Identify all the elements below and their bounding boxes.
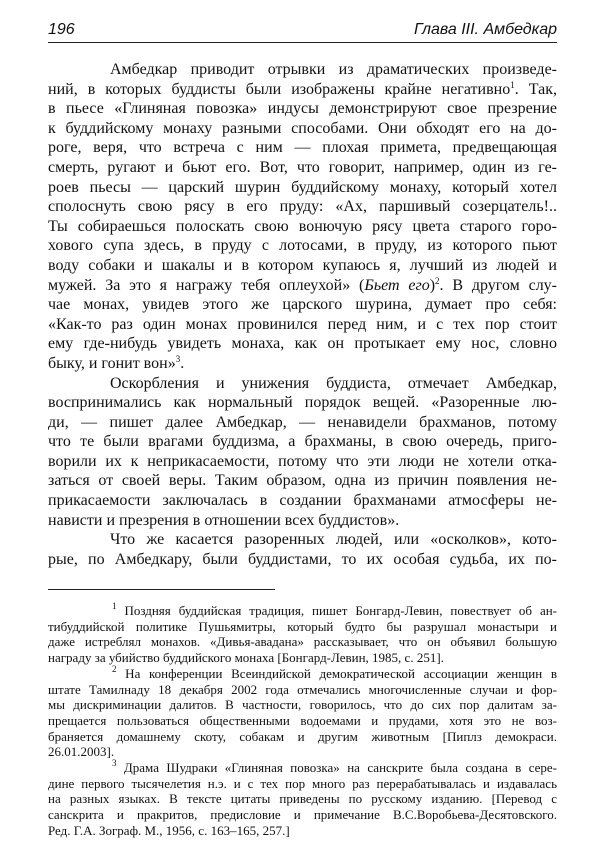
text-run: смерть, ругают и бьют его. Вот, что говорит, например, один из ге- bbox=[48, 158, 557, 176]
text-run: прещается пользоваться общественными водоемами и прудами, хотя это не воз- bbox=[48, 712, 557, 728]
text-run: ему где-нибудь увидеть монаха, как он протыкает ему нос, словно bbox=[48, 335, 557, 353]
text-run: Поздняя буддийская традиция, пишет Бонгард-Левин, повествует об ан- bbox=[116, 603, 557, 618]
text-line bbox=[48, 256, 557, 276]
text-run: ди, — пишет далее Амбедкар, — ненавидели брахманов, потому bbox=[48, 413, 557, 431]
text-run: хового супа здесь, в пруду с лотосами, в пруду, из которого пьют bbox=[48, 237, 557, 255]
text-run: ний, в которых буддисты были изображены крайне негативно bbox=[48, 80, 511, 98]
text-run: «Как-то раз один монах провинился перед ним, и с тех пор стоит bbox=[48, 315, 557, 333]
footnote-line bbox=[48, 603, 557, 619]
text-run: Ты собираешься полоскать свою вонючую рясу цвета старого горо- bbox=[48, 217, 557, 235]
text-run: рые, по Амбедкару, были буддистами, то их особая судьба, их по- bbox=[48, 550, 557, 568]
text-run: воспринимались как нормальный порядок вещей. «Разоренные лю- bbox=[48, 394, 557, 412]
text-run: браняется домашнему скоту, собакам и другим животным [Пиплз демокраси. bbox=[48, 728, 557, 744]
footnote-marker: 3 bbox=[175, 353, 181, 364]
footnote-line bbox=[48, 776, 557, 792]
text-run: сполоснуть свою рясу в его пруду: «Ах, паршивый созерцатель!.. bbox=[48, 198, 557, 216]
text-line bbox=[48, 452, 557, 472]
running-header bbox=[48, 18, 557, 43]
footnote-line bbox=[48, 682, 557, 698]
text-run: Ред. Г.А. Зограф. М., 1956, с. 163–165, 257.] bbox=[48, 822, 290, 838]
text-run: роге, веря, что встреча с ним — плохая примета, предвещающая bbox=[48, 139, 557, 157]
text-run: нависти и презрения в отношении всех буддистов». bbox=[48, 511, 400, 529]
text-line bbox=[48, 99, 557, 119]
text-run: Что же касается разоренных людей, или «осколков», кото- bbox=[110, 531, 557, 549]
text-line bbox=[48, 178, 557, 198]
text-run: . bbox=[180, 354, 185, 372]
page-number: 196 bbox=[48, 21, 75, 38]
text-run: чае монах, увидев этого же царского шурина, думает про себя: bbox=[48, 296, 557, 314]
text-run: мужей. За это я награжу тебя оплеухой» ( bbox=[48, 276, 365, 294]
text-run: Амбедкар приводит отрывки из драматических произведе- bbox=[110, 61, 557, 78]
footnote-marker: 2 bbox=[112, 663, 117, 674]
text-run: Драма Шудраки «Глиняная повозка» на санскрите была создана в сере- bbox=[116, 760, 557, 776]
footnote-marker: 2 bbox=[435, 275, 440, 286]
footnote-line bbox=[48, 744, 557, 760]
text-line bbox=[48, 276, 557, 296]
text-line bbox=[48, 197, 557, 217]
text-run: санскрита и пракритов, предисловие и примечание В.С.Воробьева-Десятовского. bbox=[48, 807, 557, 823]
text-run: что те были врагами буддизма, а брахманы, в свою очередь, приго- bbox=[48, 433, 557, 451]
footnote-line bbox=[48, 807, 557, 823]
text-line bbox=[48, 530, 557, 550]
text-run: Оскорбления и унижения буддиста, отмечает Амбедкар, bbox=[110, 374, 557, 392]
footnote-marker: 3 bbox=[112, 758, 117, 769]
text-run: тибуддийской политике Пушьямитры, который будто бы разрушал монастыри и bbox=[48, 618, 557, 634]
text-line bbox=[48, 80, 557, 100]
footnote-line bbox=[48, 713, 557, 729]
text-run: в пьесе «Глиняная повозка» индусы демонстрируют свое презрение bbox=[48, 100, 557, 118]
text-line bbox=[48, 393, 557, 413]
footnote-line bbox=[48, 634, 557, 650]
footnote-line bbox=[48, 663, 557, 682]
text-run: к буддийскому монаху разными способами. Они обходят его на до- bbox=[48, 119, 557, 137]
text-line bbox=[48, 315, 557, 335]
footnote-line bbox=[48, 760, 557, 776]
text-run: роев пьесы — царский шурин буддийскому монаху, который хотел bbox=[48, 178, 557, 196]
text-run: дине первого тысячелетия н.э. и с тех пор много раз перерабатывалась и издавалась bbox=[48, 775, 557, 791]
text-line bbox=[48, 334, 557, 354]
text-run: 26.01.2003]. bbox=[48, 744, 115, 760]
footnote-line bbox=[48, 729, 557, 745]
footnote-line bbox=[48, 823, 557, 839]
text-line bbox=[48, 119, 557, 139]
text-run: . В другом слу- bbox=[439, 276, 558, 294]
text-line bbox=[48, 432, 557, 452]
text-run: ) bbox=[429, 276, 436, 294]
text-line bbox=[48, 413, 557, 433]
text-run: мы дискриминации далитов. В частности, говорилось, что до сих пор далитам за- bbox=[48, 697, 557, 713]
footnote-line bbox=[48, 697, 557, 713]
italic-text: Бьет его bbox=[364, 276, 430, 294]
main-text bbox=[48, 60, 557, 569]
footnote-marker: 1 bbox=[510, 79, 515, 90]
text-run: прикасаемости заключалась в создании брахманами атмосферы не- bbox=[48, 492, 557, 510]
text-run: ворили их к неприкасаемости, потому что эти люди не хотели отка- bbox=[48, 452, 557, 470]
footnotes bbox=[48, 603, 557, 839]
text-line bbox=[48, 354, 557, 374]
text-run: штате Тамилнаду 18 декабря 2002 года отмечались многочисленные случаи и фор- bbox=[48, 681, 557, 697]
text-line bbox=[48, 374, 557, 394]
text-run: быку, и гонит вон» bbox=[48, 354, 176, 372]
footnote-divider bbox=[48, 589, 275, 590]
text-line bbox=[48, 217, 557, 237]
text-run: награду за убийство буддийского монаха [Бонгард-Левин, 1985, с. 251]. bbox=[48, 650, 444, 666]
text-run: воду собаки и шакалы и в котором купаюсь я, лучший из людей и bbox=[48, 256, 557, 274]
footnote-line bbox=[48, 791, 557, 807]
text-run: на разных языках. В тексте цитаты приведены по русскому изданию. [Перевод с bbox=[48, 791, 557, 807]
text-line bbox=[48, 60, 557, 80]
text-run: заться от своей веры. Таким образом, одна из причин появления не- bbox=[48, 472, 557, 490]
text-line bbox=[48, 236, 557, 256]
text-line bbox=[48, 550, 557, 570]
footnote-line bbox=[48, 650, 557, 666]
text-run: даже истреблял монахов. «Дивья-авадана» рассказывает, что он объявил большую bbox=[48, 634, 557, 650]
text-run: На конференции Всеиндийской демократической ассоциации женщин в bbox=[116, 665, 557, 681]
text-line bbox=[48, 491, 557, 511]
text-line bbox=[48, 158, 557, 178]
text-line bbox=[48, 295, 557, 315]
footnote-marker: 1 bbox=[112, 601, 117, 611]
running-title: Глава III. Амбедкар bbox=[413, 21, 557, 38]
text-run: . Так, bbox=[514, 80, 557, 98]
text-line bbox=[48, 471, 557, 491]
text-line bbox=[48, 138, 557, 158]
text-line bbox=[48, 511, 557, 531]
footnote-line bbox=[48, 619, 557, 635]
